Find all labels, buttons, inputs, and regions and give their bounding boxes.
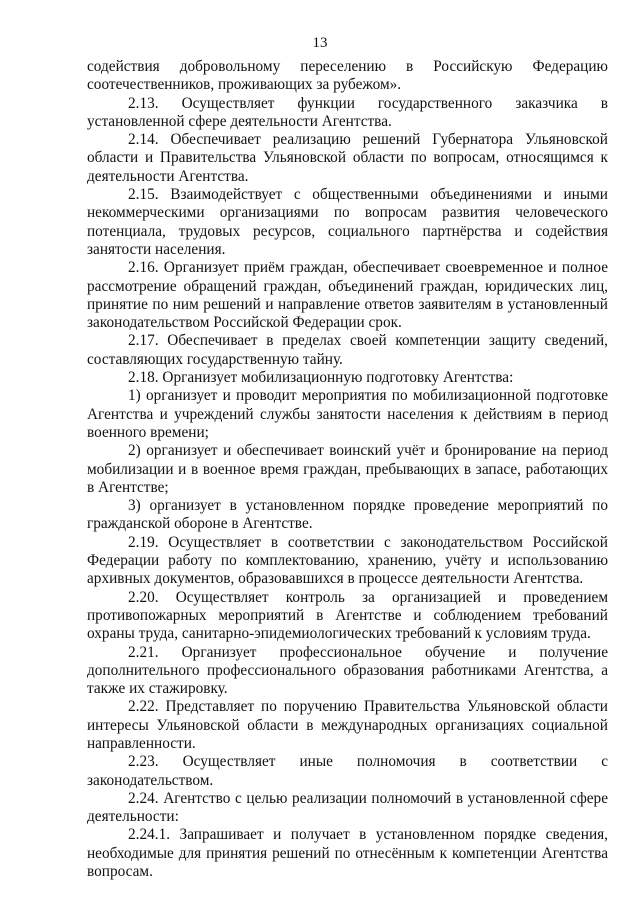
paragraph-2-18-item-1: 1) организует и проводит мероприятия по мобилизационной подготовке Агентства и учреждений службы занятости населения к действиям в период военного времени; [87, 387, 608, 441]
paragraph-2-23: 2.23. Осуществляет иные полномочия в соответствии с законодательством. [87, 753, 608, 789]
paragraph-2-22: 2.22. Представляет по поручению Правительства Ульяновской области интересы Ульяновской области в международных организациях социальной направленности. [87, 698, 608, 752]
paragraph-2-24: 2.24. Агентство с целью реализации полномочий в установленной сфере деятельности: [87, 789, 608, 826]
paragraph-2-17: 2.17. Обеспечивает в пределах своей компетенции защиту сведений, составляющих государственную тайну. [87, 332, 608, 368]
paragraph-2-20: 2.20. Осуществляет контроль за организацией и проведением противопожарных мероприятий в Агентстве и соблюдением требований охраны труда, санитарно-эпидемиологических требований к условиям труда. [87, 588, 608, 643]
paragraph-2-21: 2.21. Организует профессиональное обучение и получение дополнительного профессионального образования работниками Агентства, а также их стажировку. [87, 643, 608, 698]
paragraph-2-16: 2.16. Организует приём граждан, обеспечивает своевременное и полное рассмотрение обращений граждан, объединений граждан, юридических лиц, принятие по ним решений и направление ответов заявителям в установленный законодательством Российской Федерации срок. [87, 259, 608, 332]
paragraph-2-18-item-2: 2) организует и обеспечивает воинский учёт и бронирование на период мобилизации и в военное время граждан, пребывающих в запасе, работающих в Агентстве; [87, 442, 608, 496]
paragraph-2-18: 2.18. Организует мобилизационную подготовку Агентства: [128, 369, 514, 387]
paragraph-2-13: 2.13. Осуществляет функции государственного заказчика в установленной сфере деятельности Агентства. [87, 94, 608, 130]
paragraph-2-14: 2.14. Обеспечивает реализацию решений Губернатора Ульяновской области и Правительства Ульяновской области по вопросам, относящимся к деятельности Агентства. [87, 131, 608, 185]
paragraph-2-19: 2.19. Осуществляет в соответствии с законодательством Российской Федерации работу по комплектованию, хранению, учёту и использованию архивных документов, образовавшихся в процессе деятельности Агентства. [87, 533, 608, 588]
paragraph-continuation: содействия добровольному переселению в Российскую Федерацию соотечественников, проживающих за рубежом». [87, 58, 608, 94]
paragraph-2-18-item-3: 3) организует в установленном порядке проведение мероприятий по гражданской обороне в Агентстве. [87, 497, 608, 533]
paragraph-2-15: 2.15. Взаимодействует с общественными объединениями и иными некоммерческими организациями по вопросам развития человеческого потенциала, трудовых ресурсов, социального партнёрства и содействия занятости населения. [87, 186, 608, 258]
document-body [87, 58, 608, 881]
page-number: 13 [312, 35, 328, 51]
paragraph-2-24-1: 2.24.1. Запрашивает и получает в установленном порядке сведения, необходимые для принятия решений по отнесённым к компетенции Агентства вопросам. [87, 826, 608, 881]
